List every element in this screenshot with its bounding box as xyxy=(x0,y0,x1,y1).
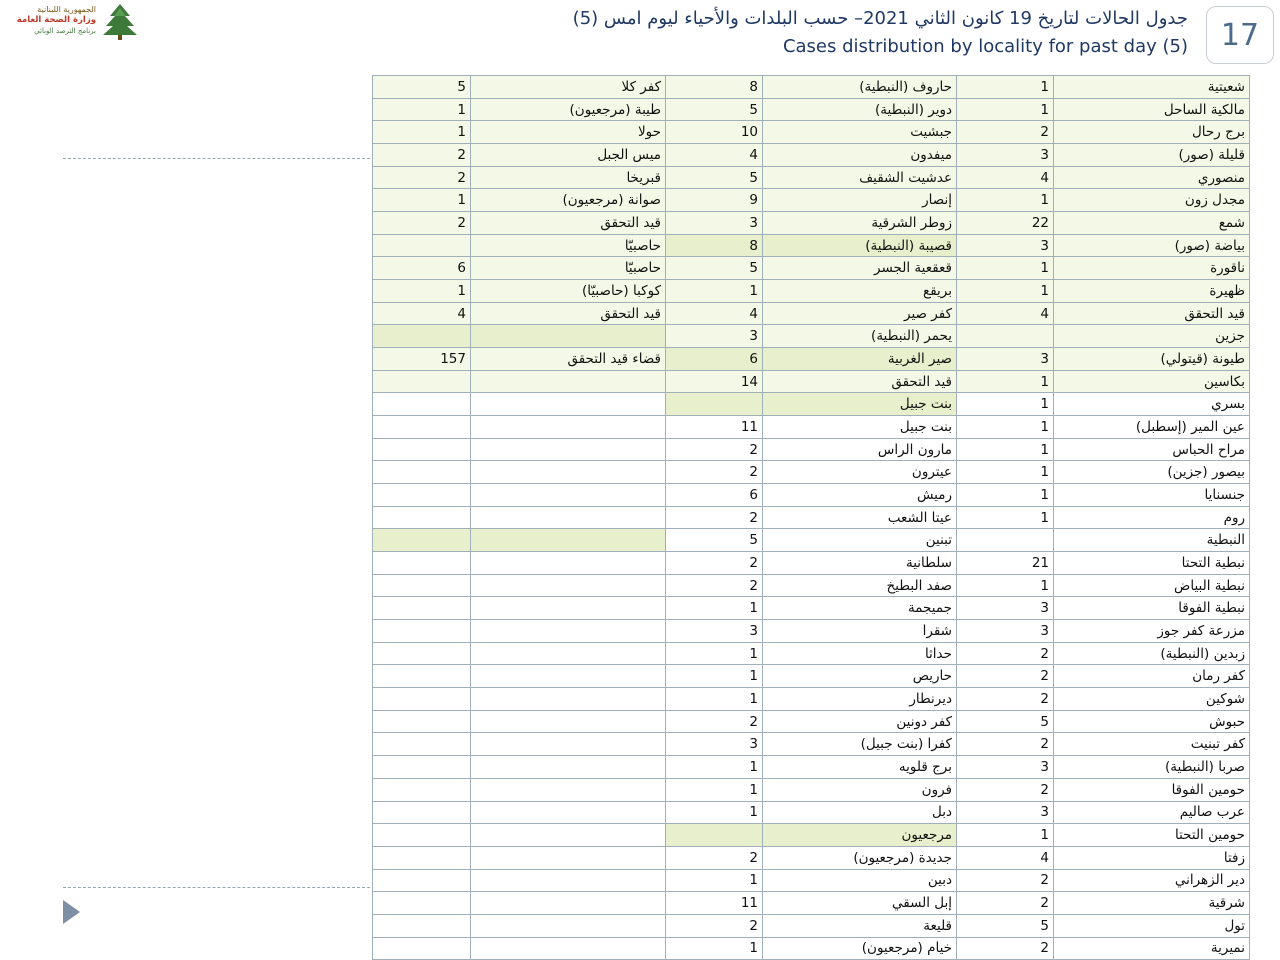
locality-name: جديدة (مرجعيون) xyxy=(763,846,957,869)
table-row xyxy=(373,257,1250,280)
case-count xyxy=(373,869,471,892)
locality-name: صربا (النبطية) xyxy=(1054,756,1250,779)
table-row xyxy=(373,98,1250,121)
case-count: 2 xyxy=(957,665,1054,688)
locality-name: مجدل زون xyxy=(1054,189,1250,212)
case-count: 5 xyxy=(666,257,763,280)
locality-name: ميفدون xyxy=(763,144,957,167)
locality-name: جنسنايا xyxy=(1054,484,1250,507)
locality-name xyxy=(471,710,666,733)
table-row xyxy=(373,416,1250,439)
locality-name: شعيتية xyxy=(1054,76,1250,99)
locality-name: حبوش xyxy=(1054,710,1250,733)
case-count: 2 xyxy=(957,892,1054,915)
case-count xyxy=(373,892,471,915)
case-count: 1 xyxy=(957,461,1054,484)
locality-name xyxy=(471,506,666,529)
locality-name xyxy=(471,642,666,665)
case-count: 10 xyxy=(666,121,763,144)
case-count xyxy=(373,937,471,960)
locality-name: قصيبة (النبطية) xyxy=(763,234,957,257)
locality-name: النبطية xyxy=(1054,529,1250,552)
case-count: 11 xyxy=(666,892,763,915)
locality-name: كفر تبنيت xyxy=(1054,733,1250,756)
locality-name xyxy=(471,552,666,575)
case-count: 157 xyxy=(373,348,471,371)
case-count: 5 xyxy=(666,98,763,121)
locality-name: بياضة (صور) xyxy=(1054,234,1250,257)
case-count xyxy=(373,778,471,801)
case-count: 4 xyxy=(666,302,763,325)
case-count xyxy=(373,597,471,620)
case-count: 1 xyxy=(373,121,471,144)
case-count: 1 xyxy=(957,416,1054,439)
table-row xyxy=(373,234,1250,257)
case-count: 9 xyxy=(666,189,763,212)
case-count: 5 xyxy=(957,914,1054,937)
table-row xyxy=(373,937,1250,960)
case-count: 6 xyxy=(666,348,763,371)
case-count: 1 xyxy=(666,688,763,711)
locality-name: عدشيت الشقيف xyxy=(763,166,957,189)
locality-name: عيتا الشعب xyxy=(763,506,957,529)
locality-name xyxy=(471,801,666,824)
case-count: 1 xyxy=(373,98,471,121)
locality-name: رميش xyxy=(763,484,957,507)
table-row xyxy=(373,710,1250,733)
page-number-badge xyxy=(1206,6,1274,64)
locality-name: حومين التحتا xyxy=(1054,824,1250,847)
case-count: 3 xyxy=(957,144,1054,167)
case-count: 8 xyxy=(666,76,763,99)
locality-name: صفد البطيخ xyxy=(763,574,957,597)
case-count: 1 xyxy=(957,824,1054,847)
case-count: 2 xyxy=(666,552,763,575)
table-row xyxy=(373,869,1250,892)
locality-name: قيد التحقق xyxy=(471,302,666,325)
case-count: 1 xyxy=(957,189,1054,212)
case-count xyxy=(373,620,471,643)
locality-name: حاريص xyxy=(763,665,957,688)
case-count xyxy=(373,665,471,688)
case-count: 1 xyxy=(666,665,763,688)
case-count: 4 xyxy=(666,144,763,167)
case-count xyxy=(373,438,471,461)
case-count xyxy=(373,484,471,507)
locality-name: ظهيرة xyxy=(1054,280,1250,303)
case-count: 4 xyxy=(373,302,471,325)
case-count xyxy=(373,710,471,733)
locality-name xyxy=(471,778,666,801)
case-count: 2 xyxy=(666,574,763,597)
case-count xyxy=(373,574,471,597)
locality-name: يحمر (النبطية) xyxy=(763,325,957,348)
locality-name xyxy=(471,574,666,597)
table-row xyxy=(373,370,1250,393)
locality-name: قليلة (صور) xyxy=(1054,144,1250,167)
divider-line xyxy=(63,158,370,159)
case-count: 1 xyxy=(957,484,1054,507)
case-count xyxy=(666,824,763,847)
case-count: 2 xyxy=(957,121,1054,144)
locality-name xyxy=(471,325,666,348)
case-count xyxy=(373,642,471,665)
locality-name xyxy=(471,620,666,643)
case-count: 2 xyxy=(666,710,763,733)
locality-name: كفرا (بنت جبيل) xyxy=(763,733,957,756)
case-count: 4 xyxy=(957,846,1054,869)
case-count: 3 xyxy=(666,620,763,643)
locality-name: زوطر الشرقية xyxy=(763,212,957,235)
locality-name: بسري xyxy=(1054,393,1250,416)
locality-name: صوانة (مرجعيون) xyxy=(471,189,666,212)
case-count: 6 xyxy=(373,257,471,280)
table-row xyxy=(373,642,1250,665)
case-count: 1 xyxy=(666,937,763,960)
case-count: 11 xyxy=(666,416,763,439)
table-row xyxy=(373,529,1250,552)
locality-name: كفر صير xyxy=(763,302,957,325)
case-count: 1 xyxy=(957,98,1054,121)
case-count xyxy=(666,393,763,416)
locality-name: فرون xyxy=(763,778,957,801)
case-count: 2 xyxy=(666,438,763,461)
case-count xyxy=(373,370,471,393)
case-count: 5 xyxy=(373,76,471,99)
case-count: 4 xyxy=(957,302,1054,325)
case-count xyxy=(373,914,471,937)
locality-name: منصوري xyxy=(1054,166,1250,189)
case-count: 3 xyxy=(957,620,1054,643)
locality-name: عين المير (إسطبل) xyxy=(1054,416,1250,439)
locality-name: قعقعية الجسر xyxy=(763,257,957,280)
locality-name xyxy=(471,438,666,461)
table-row xyxy=(373,552,1250,575)
case-count: 2 xyxy=(957,869,1054,892)
case-count: 2 xyxy=(666,914,763,937)
case-count: 2 xyxy=(373,212,471,235)
case-count: 6 xyxy=(666,484,763,507)
table-row xyxy=(373,121,1250,144)
locality-name: إبل السقي xyxy=(763,892,957,915)
case-count: 3 xyxy=(957,348,1054,371)
table-row xyxy=(373,620,1250,643)
case-count: 3 xyxy=(666,733,763,756)
table-row xyxy=(373,348,1250,371)
case-count xyxy=(373,461,471,484)
locality-name: قيد التحقق xyxy=(1054,302,1250,325)
table-row xyxy=(373,688,1250,711)
locality-name xyxy=(471,393,666,416)
locality-name xyxy=(471,733,666,756)
table-row xyxy=(373,166,1250,189)
case-count: 3 xyxy=(666,325,763,348)
page-title-arabic: جدول الحالات لتاريخ 19 كانون الثاني 2021– حسب البلدات والأحياء ليوم امس (5) xyxy=(572,8,1188,29)
case-count: 21 xyxy=(957,552,1054,575)
locality-name: شمع xyxy=(1054,212,1250,235)
case-count xyxy=(373,416,471,439)
table-row xyxy=(373,914,1250,937)
case-count: 5 xyxy=(957,710,1054,733)
case-count: 2 xyxy=(957,937,1054,960)
case-count: 5 xyxy=(666,529,763,552)
locality-name: حاصبيّا xyxy=(471,257,666,280)
case-count: 2 xyxy=(373,166,471,189)
table-row xyxy=(373,393,1250,416)
locality-name: مزرعة كفر جوز xyxy=(1054,620,1250,643)
table-row xyxy=(373,846,1250,869)
locality-name xyxy=(471,914,666,937)
case-count: 3 xyxy=(957,597,1054,620)
case-count xyxy=(373,552,471,575)
case-count xyxy=(373,234,471,257)
case-count: 1 xyxy=(666,642,763,665)
locality-name: بنت جبيل xyxy=(763,416,957,439)
case-count: 1 xyxy=(957,370,1054,393)
case-count: 1 xyxy=(957,438,1054,461)
case-count: 2 xyxy=(957,733,1054,756)
locality-name: دير الزهراني xyxy=(1054,869,1250,892)
locality-name: كفر كلا xyxy=(471,76,666,99)
locality-name xyxy=(471,529,666,552)
table-row xyxy=(373,733,1250,756)
locality-name: عرب صاليم xyxy=(1054,801,1250,824)
case-count: 1 xyxy=(957,76,1054,99)
logo-line-ministry: وزارة الصحة العامة xyxy=(16,15,96,25)
case-count xyxy=(373,529,471,552)
case-count xyxy=(373,801,471,824)
locality-name xyxy=(471,370,666,393)
locality-name: صير الغربية xyxy=(763,348,957,371)
locality-name: دبين xyxy=(763,869,957,892)
locality-name: حداثا xyxy=(763,642,957,665)
locality-name: نبطية البياض xyxy=(1054,574,1250,597)
locality-name: شرقية xyxy=(1054,892,1250,915)
page-number: 17 xyxy=(1220,17,1260,53)
locality-name: قبريخا xyxy=(471,166,666,189)
case-count xyxy=(373,846,471,869)
locality-name: دوير (النبطية) xyxy=(763,98,957,121)
locality-name: حاروف (النبطية) xyxy=(763,76,957,99)
table-row xyxy=(373,597,1250,620)
case-count: 1 xyxy=(666,869,763,892)
locality-name: روم xyxy=(1054,506,1250,529)
case-count: 2 xyxy=(666,461,763,484)
table-row xyxy=(373,778,1250,801)
case-count: 1 xyxy=(666,778,763,801)
locality-name: حاصبيّا xyxy=(471,234,666,257)
locality-name xyxy=(471,846,666,869)
table-row xyxy=(373,212,1250,235)
table-row xyxy=(373,302,1250,325)
case-count: 1 xyxy=(666,801,763,824)
cases-table xyxy=(372,75,1250,960)
divider-line xyxy=(63,887,370,888)
locality-name: نبطية الفوقا xyxy=(1054,597,1250,620)
case-count: 4 xyxy=(957,166,1054,189)
locality-name xyxy=(471,665,666,688)
table-row xyxy=(373,801,1250,824)
table-row xyxy=(373,665,1250,688)
table-row xyxy=(373,574,1250,597)
case-count: 1 xyxy=(957,506,1054,529)
locality-name: عيترون xyxy=(763,461,957,484)
case-count: 2 xyxy=(373,144,471,167)
locality-name xyxy=(471,756,666,779)
case-count: 3 xyxy=(666,212,763,235)
locality-name: جزين xyxy=(1054,325,1250,348)
locality-name: بيصور (جزين) xyxy=(1054,461,1250,484)
locality-name: كفر دونين xyxy=(763,710,957,733)
locality-name: برج رحال xyxy=(1054,121,1250,144)
locality-name: حولا xyxy=(471,121,666,144)
locality-name: قيد التحقق xyxy=(763,370,957,393)
case-count: 3 xyxy=(957,756,1054,779)
locality-name: مراح الحباس xyxy=(1054,438,1250,461)
locality-name: بنت جبيل xyxy=(763,393,957,416)
locality-name: ناقورة xyxy=(1054,257,1250,280)
locality-name: بكاسين xyxy=(1054,370,1250,393)
case-count xyxy=(373,393,471,416)
case-count: 2 xyxy=(957,688,1054,711)
logo-line-program: برنامج الترصد الوبائي xyxy=(34,27,96,35)
case-count: 14 xyxy=(666,370,763,393)
case-count xyxy=(373,756,471,779)
locality-name: زبدين (النبطية) xyxy=(1054,642,1250,665)
case-count xyxy=(373,325,471,348)
case-count: 1 xyxy=(666,756,763,779)
locality-name xyxy=(471,484,666,507)
locality-name xyxy=(471,461,666,484)
case-count xyxy=(957,325,1054,348)
case-count: 1 xyxy=(957,257,1054,280)
cedar-icon xyxy=(100,2,140,40)
case-count xyxy=(373,688,471,711)
locality-name: تبنين xyxy=(763,529,957,552)
case-count xyxy=(957,529,1054,552)
locality-name: قيد التحقق xyxy=(471,212,666,235)
table-row xyxy=(373,484,1250,507)
locality-name: نميرية xyxy=(1054,937,1250,960)
case-count: 1 xyxy=(666,597,763,620)
case-count: 3 xyxy=(957,234,1054,257)
locality-name xyxy=(471,416,666,439)
locality-name: جبشيت xyxy=(763,121,957,144)
locality-name: زفتا xyxy=(1054,846,1250,869)
case-count: 2 xyxy=(957,642,1054,665)
locality-name: دبل xyxy=(763,801,957,824)
locality-name: ديرنطار xyxy=(763,688,957,711)
locality-name: جميجمة xyxy=(763,597,957,620)
locality-name: طيبة (مرجعيون) xyxy=(471,98,666,121)
locality-name: نبطية التحتا xyxy=(1054,552,1250,575)
page-title-english: Cases distribution by locality for past day (5) xyxy=(782,36,1188,57)
table-row xyxy=(373,892,1250,915)
case-count: 1 xyxy=(957,393,1054,416)
case-count: 1 xyxy=(666,280,763,303)
locality-name xyxy=(471,824,666,847)
table-row xyxy=(373,461,1250,484)
table-row xyxy=(373,824,1250,847)
case-count: 1 xyxy=(373,280,471,303)
locality-name: برج قلويه xyxy=(763,756,957,779)
case-count: 2 xyxy=(666,846,763,869)
locality-name: إنصار xyxy=(763,189,957,212)
case-count: 1 xyxy=(373,189,471,212)
locality-name: مرجعيون xyxy=(763,824,957,847)
logo-line-republic: الجمهورية اللبنانية xyxy=(37,5,96,14)
locality-name: حومين الفوقا xyxy=(1054,778,1250,801)
case-count: 8 xyxy=(666,234,763,257)
case-count: 1 xyxy=(957,280,1054,303)
locality-name: ميس الجبل xyxy=(471,144,666,167)
case-count: 3 xyxy=(957,801,1054,824)
case-count: 2 xyxy=(666,506,763,529)
case-count: 1 xyxy=(957,574,1054,597)
table-row xyxy=(373,144,1250,167)
table-row xyxy=(373,325,1250,348)
locality-name xyxy=(471,688,666,711)
locality-name xyxy=(471,869,666,892)
case-count: 5 xyxy=(666,166,763,189)
locality-name: مارون الراس xyxy=(763,438,957,461)
locality-name: قليعة xyxy=(763,914,957,937)
locality-name: قضاء قيد التحقق xyxy=(471,348,666,371)
ministry-logo xyxy=(8,2,140,40)
locality-name: كفر رمان xyxy=(1054,665,1250,688)
table-row xyxy=(373,76,1250,99)
case-count xyxy=(373,824,471,847)
locality-name: بريقع xyxy=(763,280,957,303)
locality-name xyxy=(471,892,666,915)
locality-name: طيونة (قيتولي) xyxy=(1054,348,1250,371)
locality-name: مالكية الساحل xyxy=(1054,98,1250,121)
play-arrow-icon[interactable] xyxy=(63,900,80,924)
table-row xyxy=(373,280,1250,303)
locality-name xyxy=(471,597,666,620)
case-count: 2 xyxy=(957,778,1054,801)
table-row xyxy=(373,438,1250,461)
case-count xyxy=(373,506,471,529)
case-count: 22 xyxy=(957,212,1054,235)
locality-name: تول xyxy=(1054,914,1250,937)
locality-name: شوكين xyxy=(1054,688,1250,711)
case-count xyxy=(373,733,471,756)
table-row xyxy=(373,189,1250,212)
table-row xyxy=(373,756,1250,779)
locality-name: كوكبا (حاصبيّا) xyxy=(471,280,666,303)
locality-name: شقرا xyxy=(763,620,957,643)
locality-name xyxy=(471,937,666,960)
locality-name: خيام (مرجعيون) xyxy=(763,937,957,960)
locality-name: سلطانية xyxy=(763,552,957,575)
table-row xyxy=(373,506,1250,529)
